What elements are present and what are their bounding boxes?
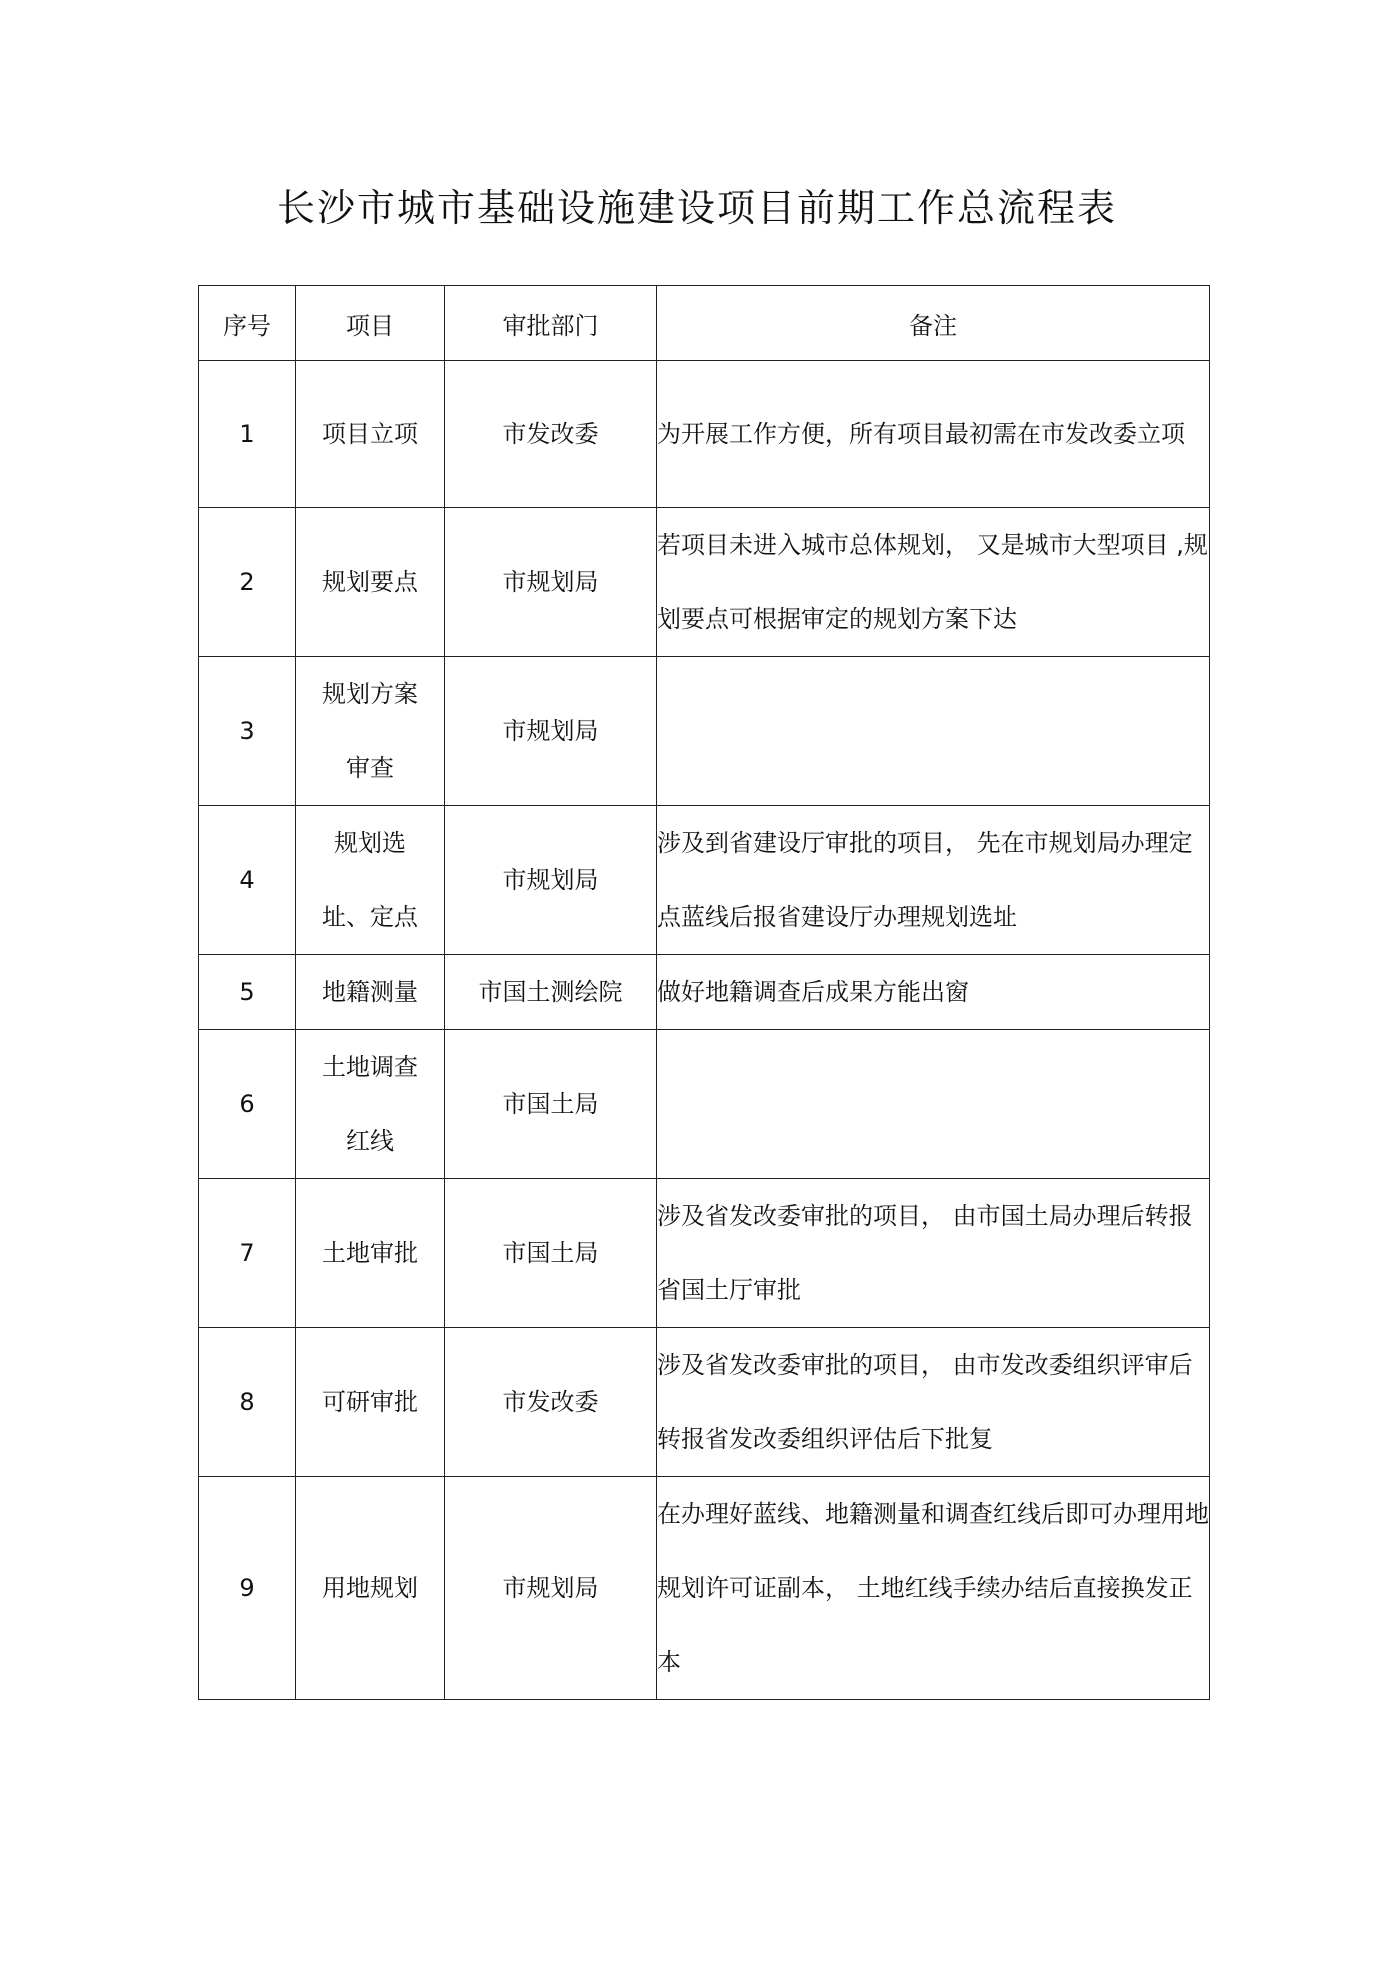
- row-note: 涉及省发改委审批的项目， 由市国土局办理后转报省国土厅审批: [657, 1179, 1210, 1328]
- table-row: [199, 1477, 1210, 1700]
- page-title: 长沙市城市基础设施建设项目前期工作总流程表: [276, 186, 1117, 230]
- table-row: [199, 1030, 1210, 1179]
- row-note: 为开展工作方便，所有项目最初需在市发改委立项: [657, 361, 1210, 508]
- row-serial-number: 6: [199, 1030, 296, 1179]
- row-item: 项目立项: [296, 361, 445, 508]
- table-row: [199, 361, 1210, 508]
- row-item: 土地调查红线: [296, 1030, 445, 1179]
- row-note: [657, 657, 1210, 806]
- row-note: 涉及省发改委审批的项目， 由市发改委组织评审后转报省发改委组织评估后下批复: [657, 1328, 1210, 1477]
- row-serial-number: 9: [199, 1477, 296, 1700]
- row-serial-number: 7: [199, 1179, 296, 1328]
- row-serial-number: 2: [199, 508, 296, 657]
- row-serial-number: 1: [199, 361, 296, 508]
- table-row: [199, 1328, 1210, 1477]
- row-note: 若项目未进入城市总体规划， 又是城市大型项目 ,规划要点可根据审定的规划方案下达: [657, 508, 1210, 657]
- row-note: [657, 1030, 1210, 1179]
- row-item: 规划要点: [296, 508, 445, 657]
- row-serial-number: 3: [199, 657, 296, 806]
- table-row: [199, 806, 1210, 955]
- row-department: 市规划局: [445, 657, 657, 806]
- row-item: 地籍测量: [296, 955, 445, 1030]
- table-row: [199, 955, 1210, 1030]
- row-department: 市发改委: [445, 361, 657, 508]
- table-header-row: [199, 286, 1210, 361]
- row-serial-number: 8: [199, 1328, 296, 1477]
- row-item: 土地审批: [296, 1179, 445, 1328]
- workflow-table: [198, 285, 1210, 1700]
- row-department: 市国土局: [445, 1030, 657, 1179]
- row-serial-number: 5: [199, 955, 296, 1030]
- row-item: 规划方案审查: [296, 657, 445, 806]
- row-item: 用地规划: [296, 1477, 445, 1700]
- row-department: 市规划局: [445, 508, 657, 657]
- header-item: 项目: [296, 286, 445, 361]
- row-note: 在办理好蓝线、地籍测量和调查红线后即可办理用地规划许可证副本， 土地红线手续办结后直接换发正本: [657, 1477, 1210, 1700]
- header-notes: 备注: [657, 286, 1210, 361]
- row-department: 市规划局: [445, 1477, 657, 1700]
- header-approval-department: 审批部门: [445, 286, 657, 361]
- table-row: [199, 1179, 1210, 1328]
- row-department: 市发改委: [445, 1328, 657, 1477]
- row-department: 市国土测绘院: [445, 955, 657, 1030]
- table-row: [199, 508, 1210, 657]
- row-item: 规划选址、定点: [296, 806, 445, 955]
- header-serial-number: 序号: [199, 286, 296, 361]
- row-department: 市国土局: [445, 1179, 657, 1328]
- row-department: 市规划局: [445, 806, 657, 955]
- row-note: 做好地籍调查后成果方能出窗: [657, 955, 1210, 1030]
- row-note: 涉及到省建设厅审批的项目， 先在市规划局办理定点蓝线后报省建设厅办理规划选址: [657, 806, 1210, 955]
- table-row: [199, 657, 1210, 806]
- row-item: 可研审批: [296, 1328, 445, 1477]
- row-serial-number: 4: [199, 806, 296, 955]
